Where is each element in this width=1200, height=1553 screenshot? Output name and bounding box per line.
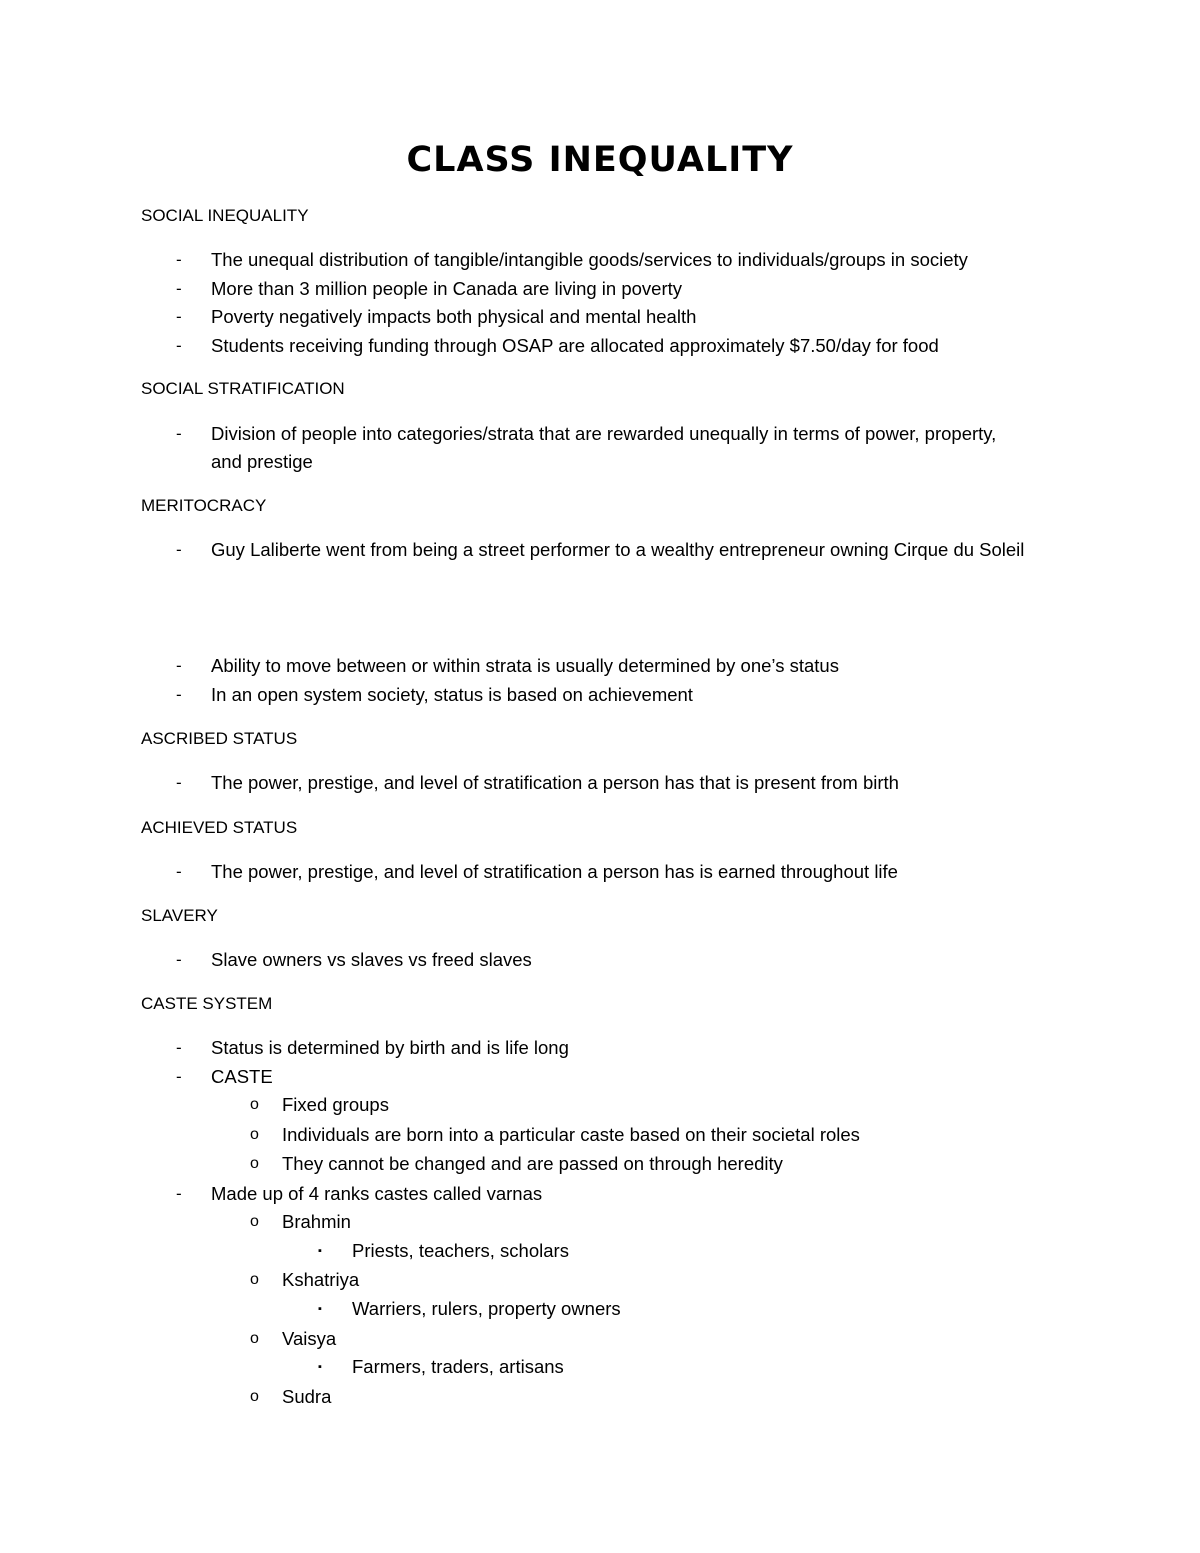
square-bullet: ▪ <box>318 1361 322 1373</box>
square-bullet: ▪ <box>318 1303 322 1315</box>
dash-bullet: - <box>176 1067 182 1086</box>
heading-social-stratification: SOCIAL STRATIFICATION <box>141 379 345 398</box>
list-item: Status is determined by birth and is life long <box>211 1037 569 1058</box>
circle-bullet: o <box>250 1126 259 1143</box>
sub-list-item: Individuals are born into a particular caste based on their societal roles <box>282 1124 860 1145</box>
dash-bullet: - <box>176 685 182 704</box>
list-item: Made up of 4 ranks castes called varnas <box>211 1183 543 1204</box>
dash-bullet: - <box>176 540 182 559</box>
varna-name: Kshatriya <box>282 1269 360 1290</box>
circle-bullet: o <box>250 1213 259 1230</box>
list-item: The power, prestige, and level of stratification a person has is earned throughout life <box>211 861 898 882</box>
heading-meritocracy: MERITOCRACY <box>141 496 267 515</box>
list-item: CASTE <box>211 1066 273 1087</box>
circle-bullet: o <box>250 1330 259 1347</box>
list-item: Poverty negatively impacts both physical and mental health <box>211 306 697 327</box>
dash-bullet: - <box>176 1038 182 1057</box>
sub-list-item: Fixed groups <box>282 1094 389 1115</box>
list-item: Division of people into categories/strata that are rewarded unequally in terms of power, property, and prestige <box>211 423 997 472</box>
varna-name: Sudra <box>282 1386 332 1407</box>
heading-caste-system: CASTE SYSTEM <box>141 994 273 1013</box>
list-item: Slave owners vs slaves vs freed slaves <box>211 949 532 970</box>
circle-bullet: o <box>250 1388 259 1405</box>
dash-bullet: - <box>176 862 182 881</box>
list-item: The unequal distribution of tangible/intangible goods/services to individuals/groups in society <box>211 249 968 270</box>
sub-list-item: They cannot be changed and are passed on through heredity <box>282 1153 783 1174</box>
circle-bullet: o <box>250 1155 259 1172</box>
varna-name: Vaisya <box>282 1328 337 1349</box>
dash-bullet: - <box>176 424 182 443</box>
list-item: The power, prestige, and level of stratification a person has that is present from birth <box>211 772 899 793</box>
circle-bullet: o <box>250 1096 259 1113</box>
dash-bullet: - <box>176 773 182 792</box>
heading-slavery: SLAVERY <box>141 906 218 925</box>
list-item: Guy Laliberte went from being a street performer to a wealthy entrepreneur owning Cirque du Soleil <box>211 539 1025 560</box>
dash-bullet: - <box>176 950 182 969</box>
varna-roles: Farmers, traders, artisans <box>352 1356 564 1377</box>
dash-bullet: - <box>176 250 182 269</box>
varna-name: Brahmin <box>282 1211 351 1232</box>
heading-ascribed-status: ASCRIBED STATUS <box>141 729 298 748</box>
dash-bullet: - <box>176 279 182 298</box>
dash-bullet: - <box>176 656 182 675</box>
circle-bullet: o <box>250 1271 259 1288</box>
list-item: Students receiving funding through OSAP are allocated approximately $7.50/day for food <box>211 335 939 356</box>
heading-social-inequality: SOCIAL INEQUALITY <box>141 206 309 225</box>
heading-achieved-status: ACHIEVED STATUS <box>141 818 298 837</box>
square-bullet: ▪ <box>318 1245 322 1257</box>
list-item: More than 3 million people in Canada are living in poverty <box>211 278 682 299</box>
varna-roles: Priests, teachers, scholars <box>352 1240 569 1261</box>
varna-roles: Warriers, rulers, property owners <box>352 1298 621 1319</box>
dash-bullet: - <box>176 307 182 326</box>
dash-bullet: - <box>176 336 182 355</box>
list-item: Ability to move between or within strata is usually determined by one’s status <box>211 655 839 676</box>
list-item: In an open system society, status is based on achievement <box>211 684 693 705</box>
document-title: CLASS INEQUALITY <box>406 140 794 180</box>
dash-bullet: - <box>176 1184 182 1203</box>
